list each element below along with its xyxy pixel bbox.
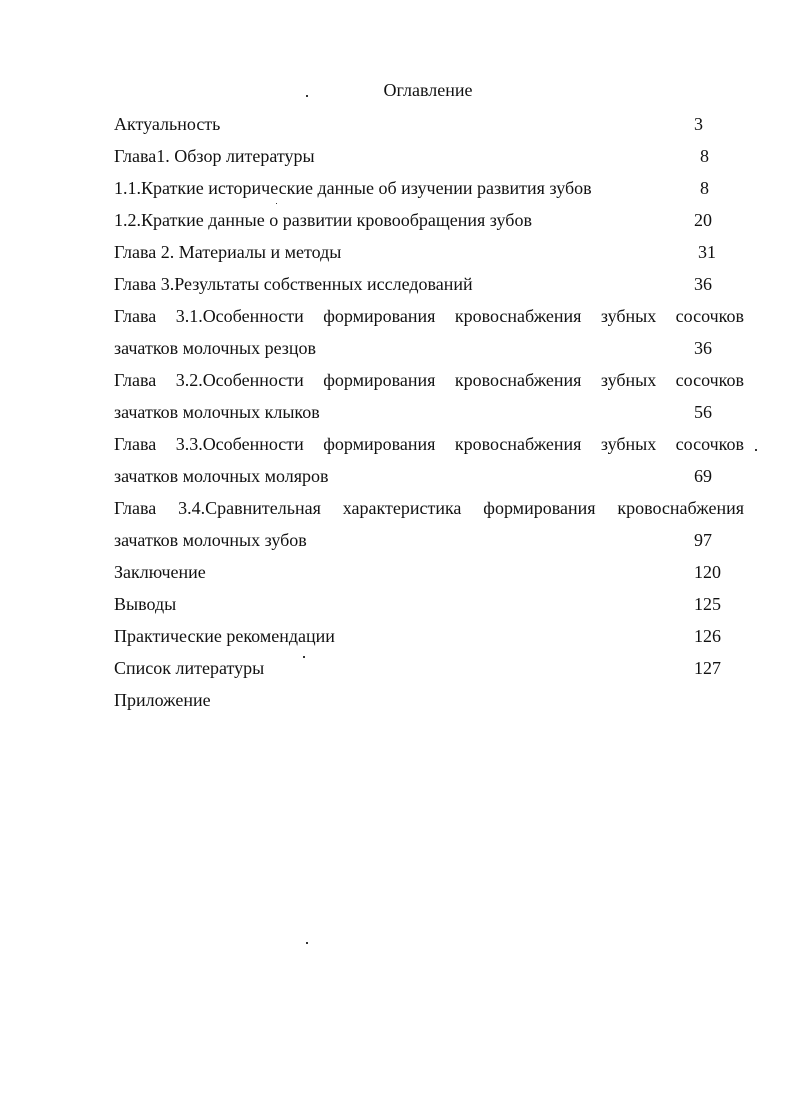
- toc-entry-glava3: [114, 272, 744, 296]
- toc-entry-page: 36: [694, 338, 712, 358]
- toc-entry-text: Глава 3.2.Особенности формирования кровоснабжения зубных сосочков: [114, 370, 744, 390]
- scan-speck: [755, 449, 757, 451]
- toc-entry-text: Глава 3.Результаты собственных исследований: [114, 274, 473, 294]
- toc-entry-literatura: [114, 656, 744, 680]
- toc-entry-3-1-line1: [114, 304, 744, 328]
- toc-entry-text: зачатков молочных клыков: [114, 402, 320, 422]
- toc-entry-text: Заключение: [114, 562, 206, 582]
- scan-speck: [306, 95, 308, 97]
- toc-entry-3-1-line2: [114, 336, 744, 360]
- toc-entry-page: 20: [694, 210, 712, 230]
- toc-entry-text: Глава 3.3.Особенности формирования кровоснабжения зубных сосочков: [114, 434, 744, 454]
- scan-speck: [306, 942, 308, 944]
- toc-entry-text: Приложение: [114, 690, 211, 710]
- toc-entry-text: Глава1. Обзор литературы: [114, 146, 315, 166]
- toc-entry-page: 36: [694, 274, 712, 294]
- page-title: Оглавление: [383, 80, 473, 100]
- toc-entry-page: 8: [700, 146, 709, 166]
- toc-entry-page: 97: [694, 530, 712, 550]
- toc-entry-aktualnost: [114, 112, 744, 136]
- toc-entry-text: Список литературы: [114, 658, 265, 678]
- toc-entry-text: зачатков молочных резцов: [114, 338, 317, 358]
- toc-entry-text: Выводы: [114, 594, 177, 614]
- toc-entry-text: зачатков молочных зубов: [114, 530, 307, 550]
- scan-speck: [303, 656, 305, 658]
- toc-entry-page: 31: [698, 242, 716, 262]
- toc-entry-text: зачатков молочных моляров: [114, 466, 329, 486]
- toc-entry-3-4-line1: [114, 496, 744, 520]
- toc-entry-glava1: [114, 144, 744, 168]
- toc-entry-page: 125: [694, 594, 721, 614]
- toc-entry-text: 1.2.Краткие данные о развитии кровообращения зубов: [114, 210, 532, 230]
- toc-entry-1-1: [114, 176, 744, 200]
- toc-entry-3-2-line1: [114, 368, 744, 392]
- toc-entry-zaklyuchenie: [114, 560, 744, 584]
- toc-entry-page: 69: [694, 466, 712, 486]
- toc-entry-3-4-line2: [114, 528, 744, 552]
- toc-entry-text: Актуальность: [114, 114, 221, 134]
- toc-entry-text: Глава 3.4.Сравнительная характеристика формирования кровоснабжения: [114, 498, 744, 518]
- toc-entry-3-3-line1: [114, 432, 744, 456]
- toc-entry-3-2-line2: [114, 400, 744, 424]
- toc-entry-1-2: [114, 208, 744, 232]
- toc-entry-rekomendatsii: [114, 624, 744, 648]
- toc-entry-page: 126: [694, 626, 721, 646]
- scan-speck: [276, 203, 277, 204]
- toc-entry-page: 120: [694, 562, 721, 582]
- toc-entry-page: 8: [700, 178, 709, 198]
- toc-entry-prilozhenie: [114, 688, 744, 712]
- toc-entry-3-3-line2: [114, 464, 744, 488]
- toc-entry-page: 127: [694, 658, 721, 678]
- toc-entry-glava2: [114, 240, 744, 264]
- toc-entry-text: Глава 3.1.Особенности формирования кровоснабжения зубных сосочков: [114, 306, 744, 326]
- toc-entry-page: 56: [694, 402, 712, 422]
- toc-entry-text: Практические рекомендации: [114, 626, 335, 646]
- toc-entry-vyvody: [114, 592, 744, 616]
- toc-entry-page: 3: [694, 114, 703, 134]
- toc-entry-text: Глава 2. Материалы и методы: [114, 242, 342, 262]
- toc-entry-text: 1.1.Краткие исторические данные об изучении развития зубов: [114, 178, 592, 198]
